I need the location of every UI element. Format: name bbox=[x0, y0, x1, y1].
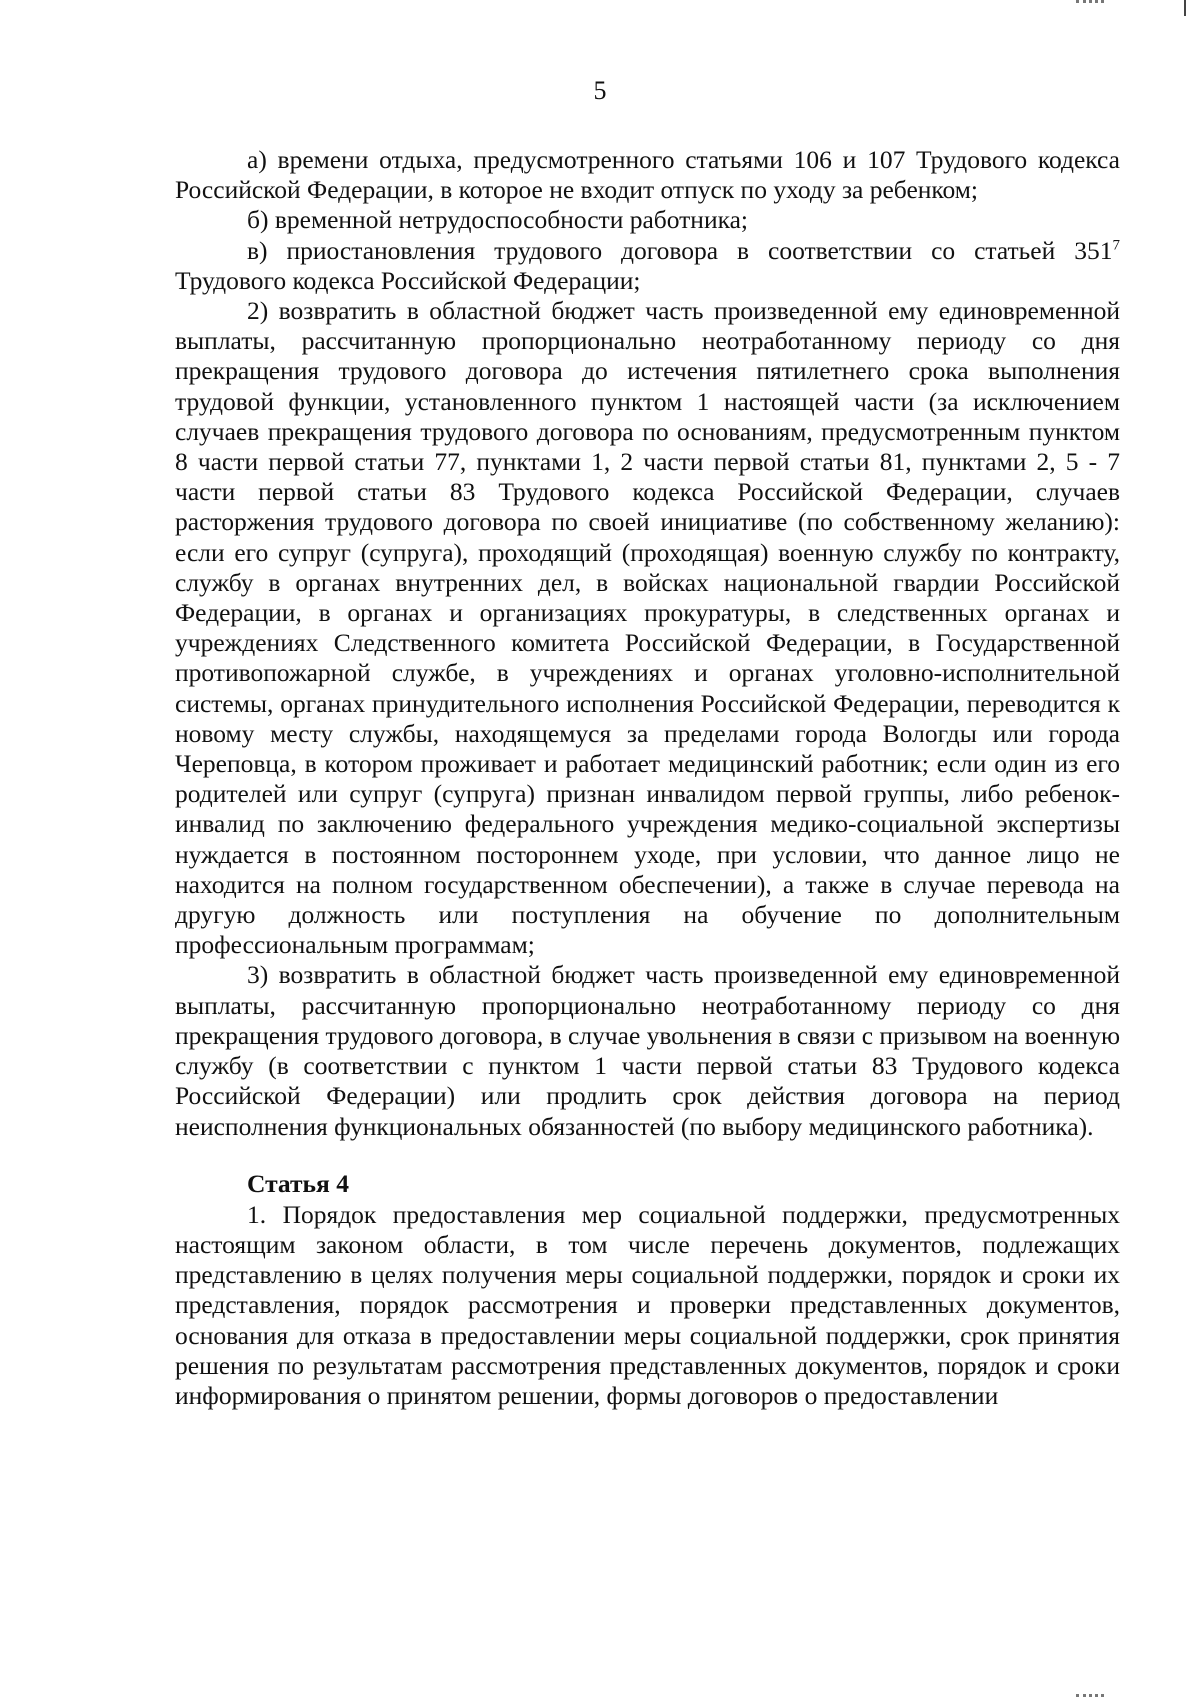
paragraph-item-3: 3) возвратить в областной бюджет часть произведенной ему единовременной выплаты, рассчитанную пропорционально неотработанному периоду со дня прекращения трудового договора, в случае увольнения в связи с призывом на военную службу (в соответствии с пунктом 1 части первой статьи 83 Трудового кодекса Российской Федерации) или продлить срок действия договора на период неисполнения функциональных обязанностей (по выбору медицинского работника). bbox=[175, 960, 1120, 1141]
scan-edge-mark bbox=[1184, 0, 1186, 16]
paragraph-b: б) временной нетрудоспособности работника; bbox=[247, 205, 749, 235]
section-heading: Статья 4 bbox=[247, 1168, 349, 1198]
scan-edge-mark bbox=[1076, 1686, 1104, 1697]
paragraph-c bbox=[175, 236, 1120, 296]
paragraph-c-text: в) приостановления трудового договора в соответствии со статьей 351 bbox=[247, 235, 1113, 265]
paragraph-article4-1: 1. Порядок предоставления мер социальной поддержки, предусмотренных настоящим законом области, в том числе перечень документов, подлежащих представлению в целях получения меры социальной поддержки, порядок и сроки их представления, порядок рассмотрения и проверки представленных документов, основания для отказа в предоставлении меры социальной поддержки, срок принятия решения по результатам рассмотрения представленных документов, порядок и сроки информирования о принятом решении, формы договоров о предоставлении bbox=[175, 1199, 1120, 1410]
document-body bbox=[175, 145, 1120, 1411]
paragraph-c-tail: Трудового кодекса Российской Федерации; bbox=[175, 265, 641, 295]
paragraph-item-2: 2) возвратить в областной бюджет часть произведенной ему единовременной выплаты, рассчитанную пропорционально неотработанному периоду со дня прекращения трудового договора до истечения пятилетнего срока выполнения трудовой функции, установленного пунктом 1 настоящей части (за исключением случаев прекращения трудового договора по основаниям, предусмотренным пунктом 8 части первой статьи 77, пунктами 1, 2 части первой статьи 81, пунктами 2, 5 - 7 части первой статьи 83 Трудового кодекса Российской Федерации, случаев расторжения трудового договора по своей инициативе (по собственному желанию): если его супруг (супруга), проходящий (проходящая) военную службу по контракту, службу в органах внутренних дел, в войсках национальной гвардии Российской Федерации, в органах и организациях прокуратуры, в следственных органах и учреждениях Следственного комитета Российской Федерации, в Государственной противопожарной службе, в учреждениях и органах уголовно-исполнительной системы, органах принудительного исполнения Российской Федерации, переводится к новому месту службы, находящемуся за пределами города Вологды или города Череповца, в котором проживает и работает медицинский работник; если один из его родителей или супруг (супруга) признан инвалидом первой группы, либо ребенок-инвалид по заключению федерального учреждения медико-социальной экспертизы нуждается в постоянном постороннем уходе, при условии, что данное лицо не находится на полном государственном обеспечении), а также в случае перевода на другую должность или поступления на обучение по дополнительным профессиональным программам; bbox=[175, 296, 1120, 960]
page-number: 5 bbox=[593, 76, 607, 105]
paragraph-a: а) времени отдыха, предусмотренного статьями 106 и 107 Трудового кодекса Российской Федерации, в которое не входит отпуск по уходу за ребенком; bbox=[175, 145, 1120, 205]
scan-edge-mark bbox=[1076, 0, 1104, 6]
superscript: 7 bbox=[1112, 237, 1120, 254]
